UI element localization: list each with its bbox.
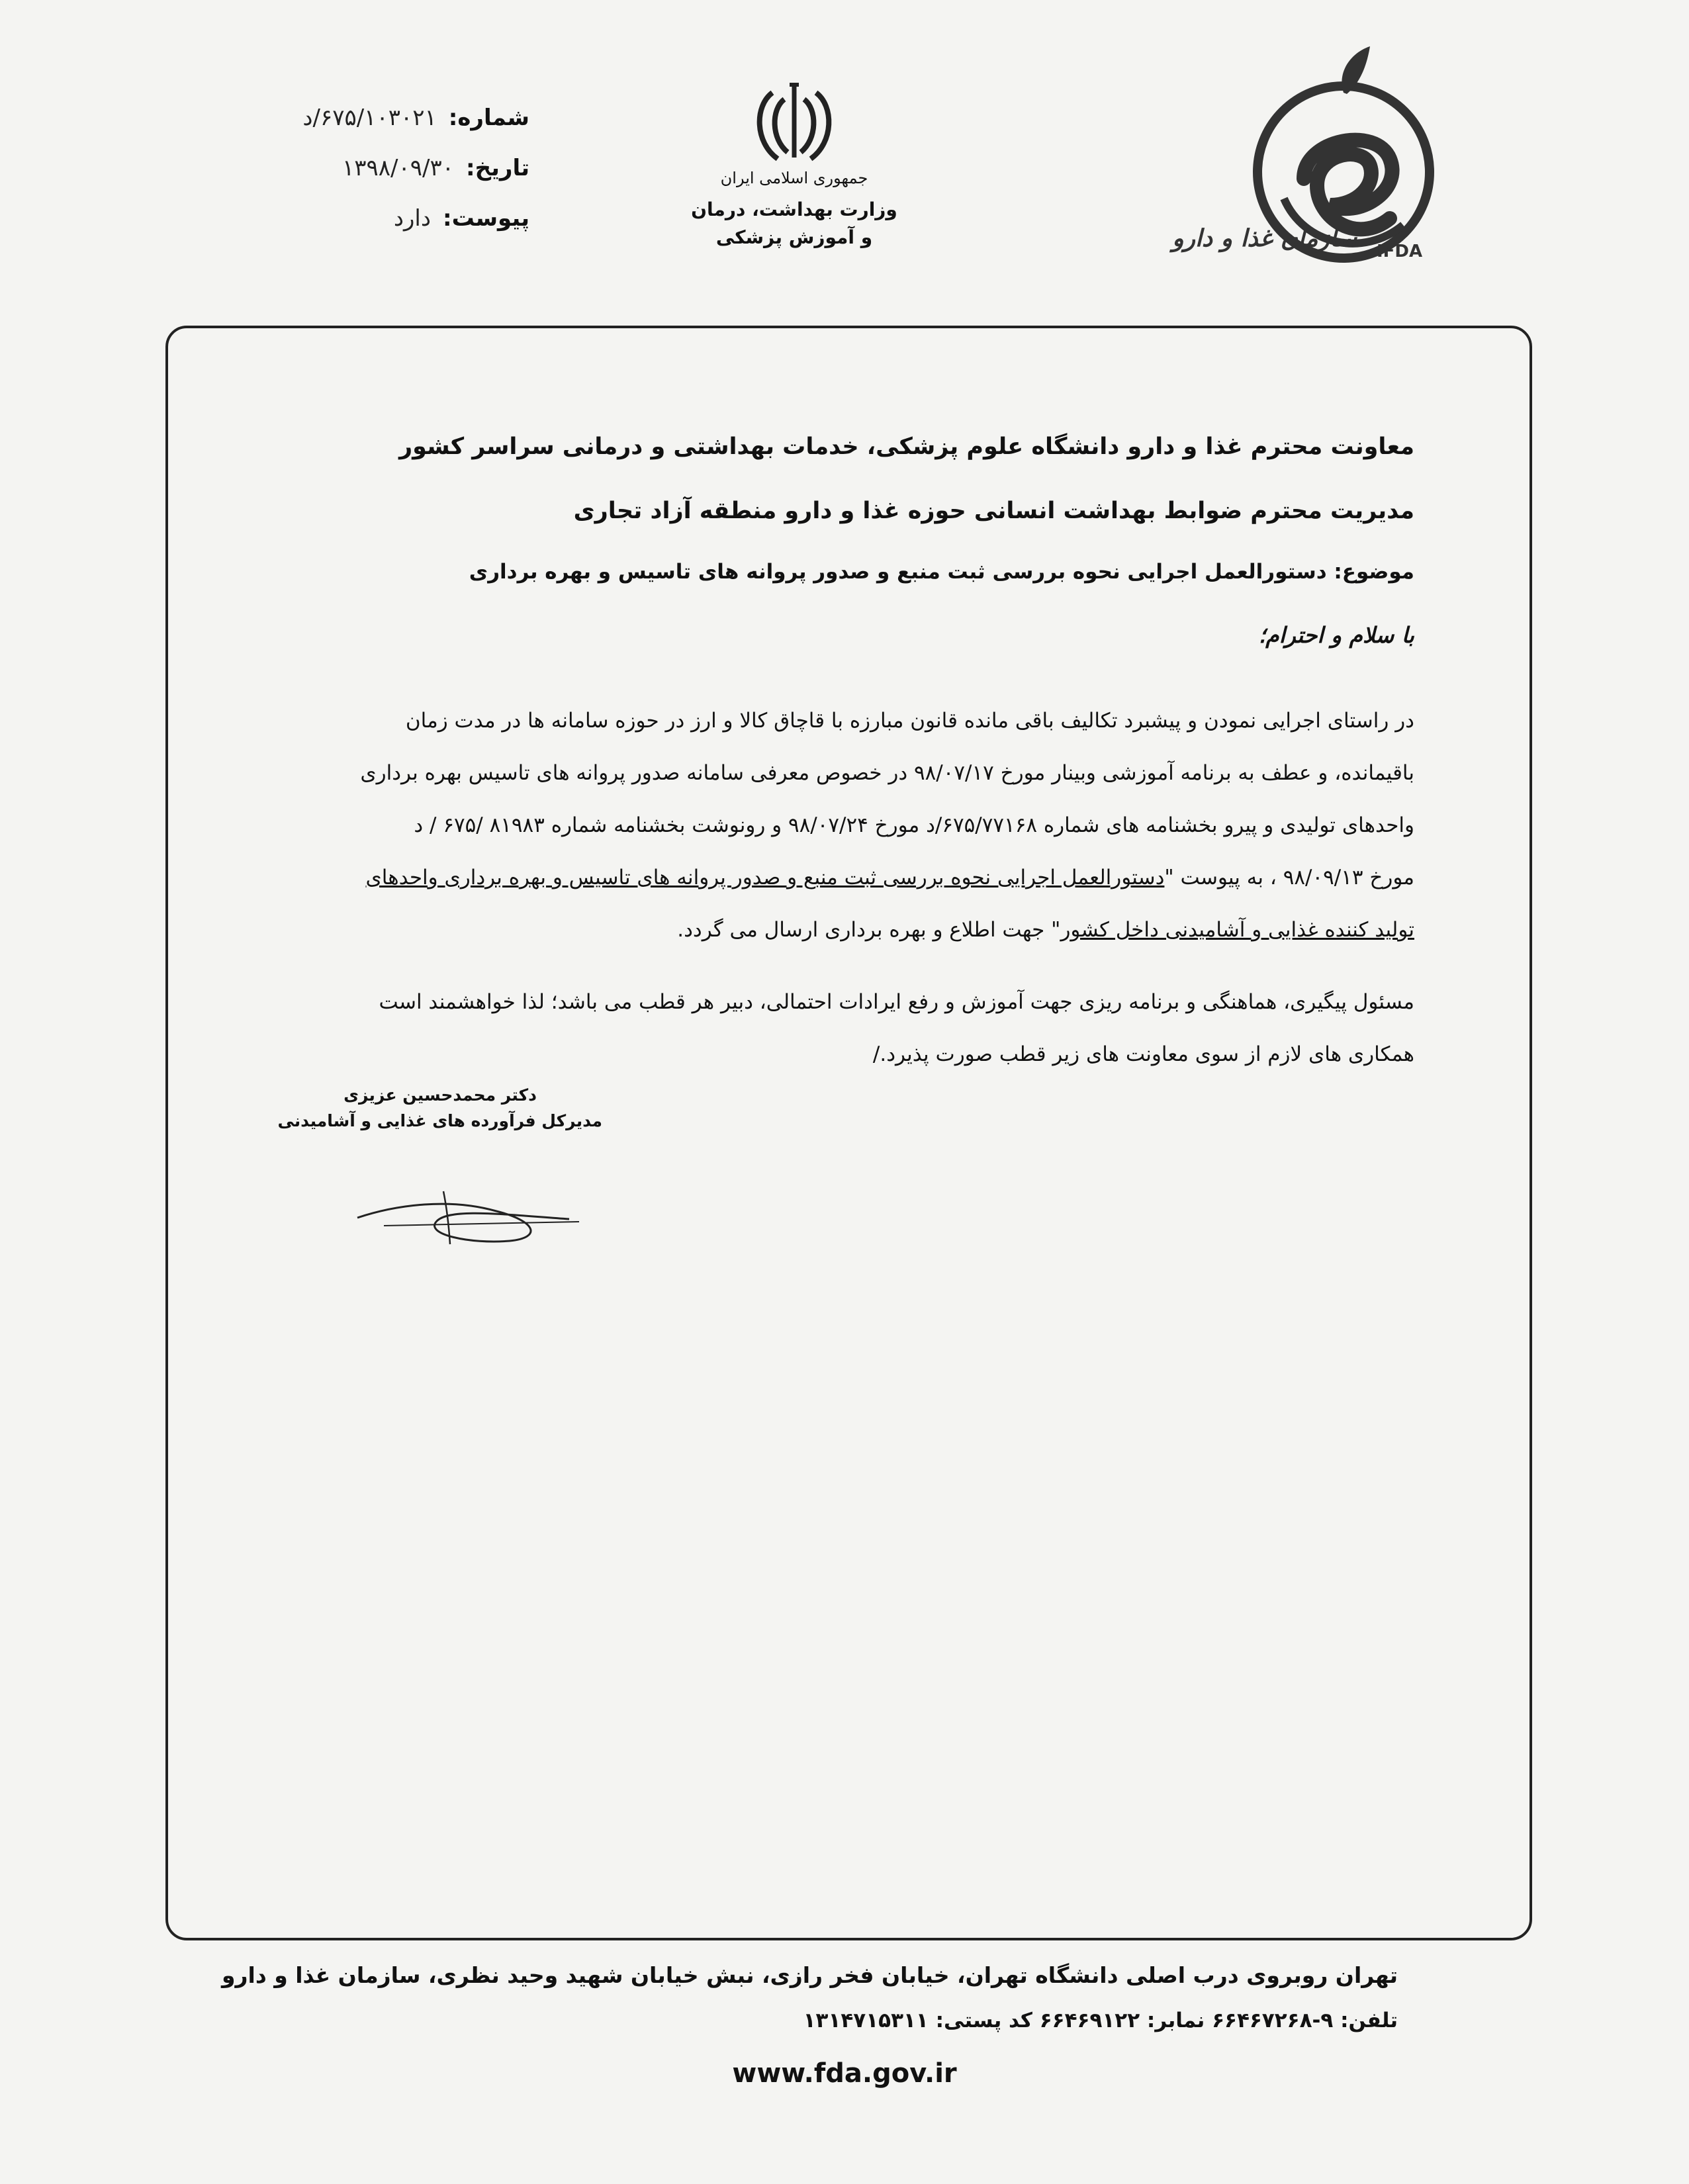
paragraph-1 bbox=[269, 695, 1414, 956]
footer-contact: تلفن: ۹-۶۶۴۶۷۲۶۸ نمابر: ۶۶۴۶۹۱۲۲ کد پستی: ۱۳۱۴۷۱۵۳۱۱ bbox=[803, 2009, 1398, 2032]
meta-attachment-label: پیوست: bbox=[443, 205, 529, 232]
para1-line-4-text: مورخ ۹۸/۰۹/۱۳ ، به پیوست " bbox=[1164, 866, 1414, 889]
meta-number-label: شماره: bbox=[448, 105, 529, 131]
meta-date-value: ۱۳۹۸/۰۹/۳۰ bbox=[342, 155, 455, 181]
emblem-icon bbox=[751, 79, 837, 165]
para1-line-4-underlined: دستورالعمل اجرایی نحوه بررسی ثبت منبع و صدور پروانه های تاسیس و بهره برداری واحدهای bbox=[365, 866, 1165, 889]
para2-line-2: همکاری های لازم از سوی معاونت های زیر قطب صورت پذیرد./ bbox=[872, 1042, 1414, 1066]
footer-address: تهران روبروی درب اصلی دانشگاه تهران، خیابان فخر رازی، نبش خیابان شهید وحید نظری، سازمان غذا و دارو bbox=[222, 1962, 1398, 1988]
ministry-country: جمهوری اسلامی ایران bbox=[720, 169, 868, 187]
meta-number-row bbox=[251, 93, 529, 143]
signature-block bbox=[278, 1085, 602, 1130]
para1-line-5-text: " جهت اطلاع و بهره برداری ارسال می گردد. bbox=[677, 918, 1061, 942]
ifda-logo-text: سازمان غذا و دارو bbox=[1172, 225, 1357, 252]
para1-line-5 bbox=[269, 904, 1414, 956]
meta-number-value: ۶۷۵/۱۰۳۰۲۱/د bbox=[302, 105, 437, 131]
signatory-title: مدیرکل فرآورده های غذایی و آشامیدنی bbox=[277, 1111, 602, 1130]
iran-emblem bbox=[751, 79, 837, 165]
letter-greeting: با سلام و احترام؛ bbox=[1258, 622, 1414, 648]
ministry-name-line1: وزارت بهداشت، درمان bbox=[691, 199, 897, 220]
para1-line-1: در راستای اجرایی نمودن و پیشبرد تکالیف باقی مانده قانون مبارزه با قاچاق کالا و ارز در حوزه سامانه ها در مدت زمان bbox=[405, 709, 1414, 733]
recipient-line-1: معاونت محترم غذا و دارو دانشگاه علوم پزشکی، خدمات بهداشتی و درمانی سراسر کشور bbox=[398, 433, 1414, 460]
ifda-acronym: IFDA bbox=[1377, 242, 1423, 261]
meta-attachment-row bbox=[251, 193, 529, 244]
footer-website-link[interactable]: www.fda.gov.ir bbox=[732, 2058, 957, 2089]
para1-line-5-underlined: تولید کننده غذایی و آشامیدنی داخل کشور bbox=[1060, 918, 1414, 942]
para1-line-2: باقیمانده، و عطف به برنامه آموزشی وبینار مورخ ۹۸/۰۷/۱۷ در خصوص معرفی سامانه صدور پروانه های تاسیس بهره برداری bbox=[360, 761, 1414, 785]
meta-date-row bbox=[251, 143, 529, 193]
ifda-logo bbox=[1172, 46, 1456, 271]
meta-date-label: تاریخ: bbox=[466, 155, 529, 181]
recipient-line-2: مدیریت محترم ضوابط بهداشت انسانی حوزه غذا و دارو منطقه آزاد تجاری bbox=[573, 498, 1414, 524]
ministry-name-line2: و آموزش پزشکی bbox=[715, 226, 873, 248]
meta-attachment-value: دارد bbox=[393, 205, 431, 232]
signatory-name: دکتر محمدحسین عزیزی bbox=[343, 1085, 537, 1105]
handwritten-signature bbox=[344, 1178, 582, 1251]
para1-line-3: واحدهای تولیدی و پیرو بخشنامه های شماره ۶۷۵/۷۷۱۶۸/د مورخ ۹۸/۰۷/۲۴ و رونوشت بخشنامه شماره ۸۱۹۸۳ /۶۷۵ / د bbox=[414, 813, 1414, 837]
para2-line-1: مسئول پیگیری، هماهنگی و برنامه ریزی جهت آموزش و رفع ایرادات احتمالی، دبیر هر قطب می باشد؛ لذا خواهشمند است bbox=[379, 990, 1414, 1014]
para1-line-4 bbox=[269, 852, 1414, 904]
paragraph-2 bbox=[269, 976, 1414, 1081]
letter-subject: موضوع: دستورالعمل اجرایی نحوه بررسی ثبت منبع و صدور پروانه های تاسیس و بهره برداری bbox=[469, 560, 1414, 584]
letter-meta bbox=[251, 93, 529, 244]
